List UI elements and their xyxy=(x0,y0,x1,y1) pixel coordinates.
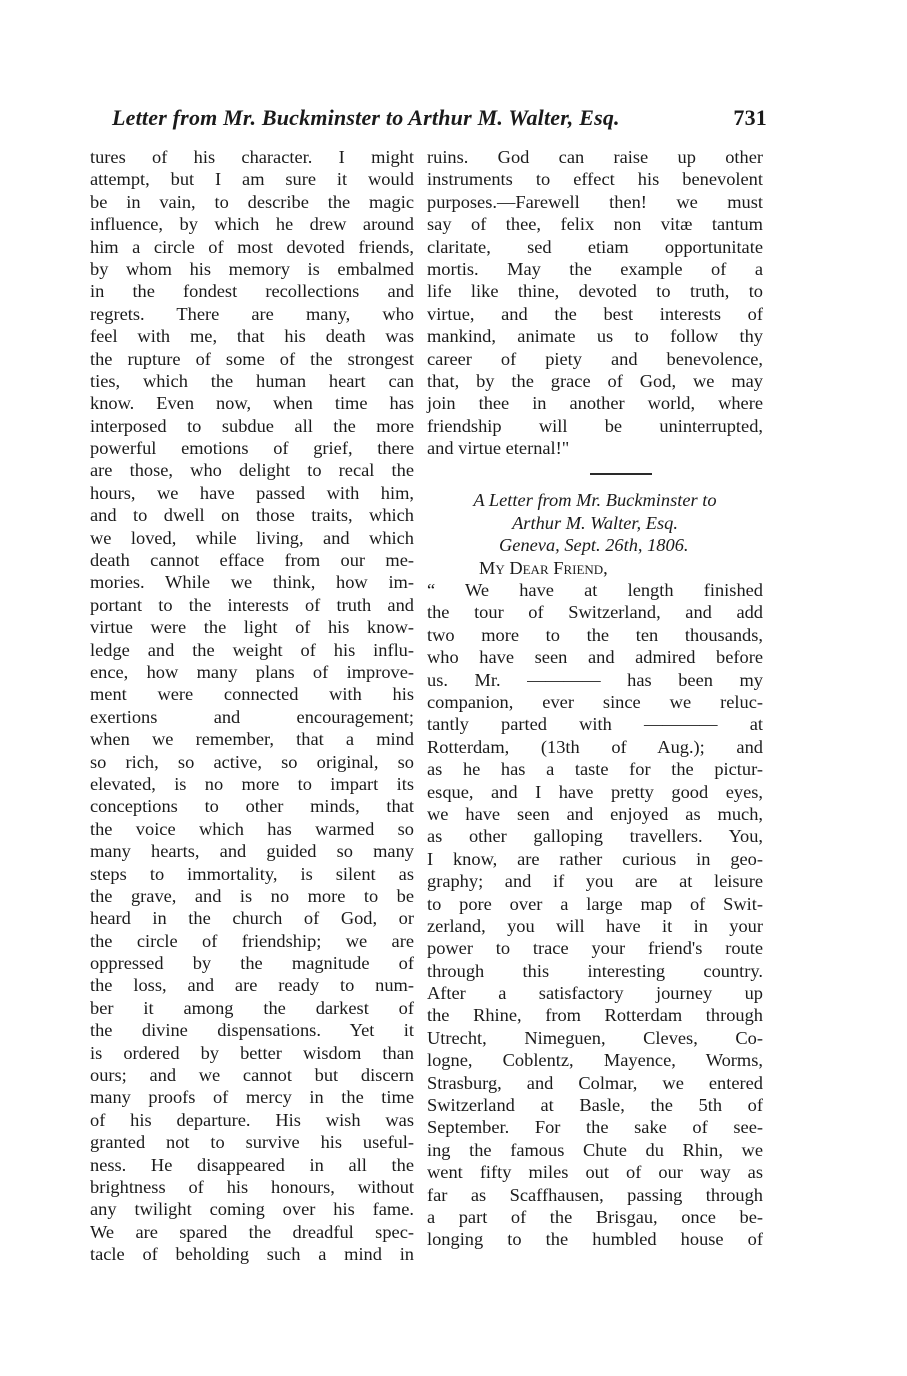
text-line: far as Scaffhausen, passing through xyxy=(427,1184,763,1205)
text-line: ber it among the darkest of xyxy=(90,997,414,1018)
text-line: the rupture of some of the strongest xyxy=(90,348,414,369)
text-line: join thee in another world, where xyxy=(427,393,763,414)
text-line: After a satisfactory journey up xyxy=(427,983,763,1004)
text-line: him a circle of most devoted friends, xyxy=(90,236,414,257)
text-line: is ordered by better wisdom than xyxy=(90,1042,414,1063)
right-column xyxy=(427,146,763,1251)
text-line: us. Mr. ———— has been my xyxy=(427,669,763,690)
text-line: longing to the humbled house of xyxy=(427,1229,763,1250)
text-line: are those, who delight to recal the xyxy=(90,460,414,481)
text-line: friendship will be uninterrupted, xyxy=(427,415,763,436)
text-line: interposed to subdue all the more xyxy=(90,415,414,436)
text-line: mankind, animate us to follow thy xyxy=(427,326,763,347)
left-column xyxy=(90,146,414,1266)
text-line: instruments to effect his benevolent xyxy=(427,169,763,190)
text-line: ing the famous Chute du Rhin, we xyxy=(427,1139,763,1160)
text-line: many proofs of mercy in the time xyxy=(90,1087,414,1108)
text-line: tacle of beholding such a mind in xyxy=(90,1244,414,1265)
text-line: be in vain, to describe the magic xyxy=(90,191,414,212)
text-line: ledge and the weight of his influ- xyxy=(90,639,414,660)
text-line: ours; and we cannot but discern xyxy=(90,1065,414,1086)
text-line: portant to the interests of truth and xyxy=(90,594,414,615)
text-line: influence, by which he drew around xyxy=(90,214,414,235)
text-line: through this interesting country. xyxy=(427,960,763,981)
text-line: tures of his character. I might xyxy=(90,147,414,167)
letter-salutation: My Dear Friend, xyxy=(479,557,608,578)
text-line: ruins. God can raise up other xyxy=(427,147,763,167)
letter-dateline: Geneva, Sept. 26th, 1806. xyxy=(499,535,689,556)
text-line: Strasburg, and Colmar, we entered xyxy=(427,1072,763,1093)
text-line: regrets. There are many, who xyxy=(90,303,414,324)
text-line: zerland, you will have it in your xyxy=(427,915,763,936)
text-line: oppressed by the magnitude of xyxy=(90,953,414,974)
text-line: claritate, sed etiam opportunitate xyxy=(427,236,763,257)
text-line: the loss, and are ready to num- xyxy=(90,975,414,996)
text-line: steps to immortality, is silent as xyxy=(90,863,414,884)
text-line: logne, Coblentz, Mayence, Worms, xyxy=(427,1050,763,1071)
text-line: tantly parted with ———— at xyxy=(427,714,763,735)
text-line: to pore over a large map of Swit- xyxy=(427,893,763,914)
text-line: the divine dispensations. Yet it xyxy=(90,1020,414,1041)
text-line: hours, we have passed with him, xyxy=(90,482,414,503)
text-line: ment were connected with his xyxy=(90,684,414,705)
text-line: esque, and I have pretty good eyes, xyxy=(427,781,763,802)
text-line: powerful emotions of grief, there xyxy=(90,438,414,459)
text-line: went fifty miles out of our way as xyxy=(427,1162,763,1183)
text-line: career of piety and benevolence, xyxy=(427,348,763,369)
text-line: many hearts, and guided so many xyxy=(90,841,414,862)
text-line: as other galloping travellers. You, xyxy=(427,826,763,847)
text-line: that, by the grace of God, we may xyxy=(427,370,763,391)
text-line: companion, ever since we reluc- xyxy=(427,691,763,712)
text-line: Rotterdam, (13th of Aug.); and xyxy=(427,736,763,757)
text-line: conceptions to other minds, that xyxy=(90,796,414,817)
text-line: virtue, and the best interests of xyxy=(427,303,763,324)
text-line: so rich, so active, so original, so xyxy=(90,751,414,772)
text-line: power to trace your friend's route xyxy=(427,938,763,959)
text-line: exertions and encouragement; xyxy=(90,706,414,727)
text-line: any twilight coming over his fame. xyxy=(90,1199,414,1220)
text-line: in the fondest recollections and xyxy=(90,281,414,302)
text-line: we loved, while living, and which xyxy=(90,527,414,548)
text-line: purposes.—Farewell then! we must xyxy=(427,191,763,212)
text-line: attempt, but I am sure it would xyxy=(90,169,414,190)
text-line: mories. While we think, how im- xyxy=(90,572,414,593)
text-line: life like thine, devoted to truth, to xyxy=(427,281,763,302)
text-line: Switzerland at Basle, the 5th of xyxy=(427,1095,763,1116)
text-line: who have seen and admired before xyxy=(427,647,763,668)
text-line: we have seen and enjoyed as much, xyxy=(427,803,763,824)
text-line: of his departure. His wish was xyxy=(90,1109,414,1130)
text-line: brightness of his honours, without xyxy=(90,1176,414,1197)
text-line: when we remember, that a mind xyxy=(90,729,414,750)
text-line: and to dwell on those traits, which xyxy=(90,505,414,526)
text-line: the grave, and is no more to be xyxy=(90,885,414,906)
text-line: know. Even now, when time has xyxy=(90,393,414,414)
text-line: ness. He disappeared in all the xyxy=(90,1154,414,1175)
text-line: heard in the church of God, or xyxy=(90,908,414,929)
text-line: death cannot efface from our me- xyxy=(90,550,414,571)
text-line: September. For the sake of see- xyxy=(427,1117,763,1138)
text-line: as he has a taste for the pictur- xyxy=(427,759,763,780)
letter-heading-line-1: A Letter from Mr. Buckminster to xyxy=(473,490,717,511)
letter-body xyxy=(427,579,763,1251)
text-line: the tour of Switzerland, and add xyxy=(427,602,763,623)
text-line: feel with me, that his death was xyxy=(90,326,414,347)
page-number: 731 xyxy=(733,105,767,130)
text-line: We are spared the dreadful spec- xyxy=(90,1221,414,1242)
text-line: the circle of friendship; we are xyxy=(90,930,414,951)
running-header xyxy=(112,105,767,135)
text-line: Utrecht, Nimeguen, Cleves, Co- xyxy=(427,1027,763,1048)
text-line: “ We have at length finished xyxy=(427,580,763,601)
text-line: say of thee, felix non vitæ tantum xyxy=(427,214,763,235)
text-line: ties, which the human heart can xyxy=(90,370,414,391)
letter-heading-line-2: Arthur M. Walter, Esq. xyxy=(512,512,678,533)
text-line: ence, how many plans of improve- xyxy=(90,661,414,682)
text-line: the voice which has warmed so xyxy=(90,818,414,839)
text-line: graphy; and if you are at leisure xyxy=(427,871,763,892)
text-line: virtue were the light of his know- xyxy=(90,617,414,638)
text-line: and virtue eternal!" xyxy=(427,438,570,459)
text-line: I know, are rather curious in geo- xyxy=(427,848,763,869)
text-line: the Rhine, from Rotterdam through xyxy=(427,1005,763,1026)
closing-paragraph xyxy=(427,146,763,459)
running-title: Letter from Mr. Buckminster to Arthur M. Walter, Esq. xyxy=(112,105,620,130)
text-line: mortis. May the example of a xyxy=(427,258,763,279)
text-line: granted not to survive his useful- xyxy=(90,1132,414,1153)
text-line: a part of the Brisgau, once be- xyxy=(427,1206,763,1227)
text-line: two more to the ten thousands, xyxy=(427,624,763,645)
text-line: elevated, is no more to impart its xyxy=(90,773,414,794)
text-line: by whom his memory is embalmed xyxy=(90,258,414,279)
